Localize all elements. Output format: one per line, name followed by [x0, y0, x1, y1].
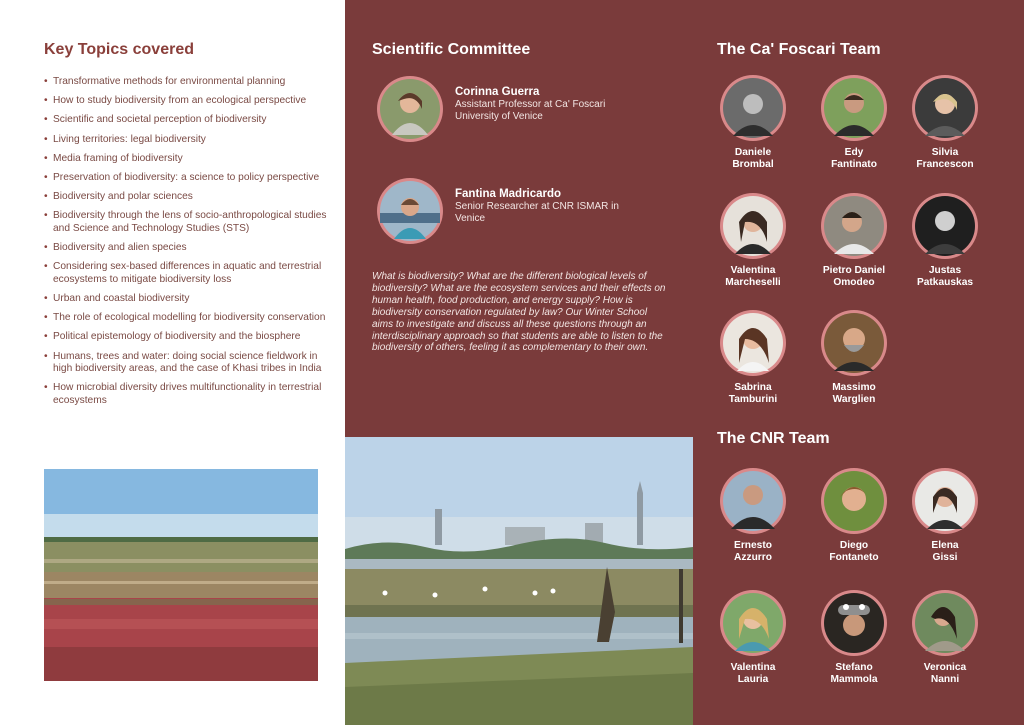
- member-name: Edy Fantinato: [831, 147, 877, 170]
- member-name: Valentina Marcheselli: [725, 265, 781, 288]
- committee-member: [376, 177, 676, 247]
- cafoscari-team-heading: The Ca' Foscari Team: [717, 41, 881, 58]
- topic-item: • How to study biodiversity from an ecological perspective: [44, 95, 329, 108]
- topic-item: • The role of ecological modelling for biodiversity conservation: [44, 312, 329, 325]
- committee-member-name: Corinna Guerra: [455, 86, 540, 98]
- key-topics-heading: Key Topics covered: [44, 41, 194, 58]
- member-name: Veronica Nanni: [923, 662, 967, 685]
- topic-item: • Political epistemology of biodiversity and the biosphere: [44, 331, 329, 344]
- avatar: [719, 309, 787, 377]
- avatar: [719, 74, 787, 142]
- avatar: [911, 192, 979, 260]
- avatar: [820, 74, 888, 142]
- avatar: [719, 192, 787, 260]
- member-name: Daniele Brombal: [732, 147, 774, 170]
- avatar: [820, 467, 888, 535]
- avatar: [820, 192, 888, 260]
- cnr-team-heading: The CNR Team: [717, 430, 830, 447]
- topic-item: • Living territories: legal biodiversity: [44, 134, 329, 147]
- topic-item: • Scientific and societal perception of biodiversity: [44, 114, 329, 127]
- member-name: Elena Gissi: [931, 540, 959, 563]
- avatar: [376, 75, 444, 143]
- member-name: Valentina Lauria: [730, 662, 776, 685]
- committee-member: [376, 75, 676, 145]
- avatar: [719, 589, 787, 657]
- member-name: Silvia Francescon: [916, 147, 974, 170]
- scientific-committee-column: [345, 0, 693, 437]
- committee-member-role: Senior Researcher at CNR ISMAR in Venice: [455, 201, 619, 225]
- avatar: [820, 589, 888, 657]
- avatar: [719, 467, 787, 535]
- committee-member-role: Assistant Professor at Ca' Foscari University of Venice: [455, 99, 606, 123]
- member-name: Justas Patkauskas: [916, 265, 974, 288]
- member-name: Diego Fontaneto: [829, 540, 879, 563]
- topic-item: • Considering sex-based differences in aquatic and terrestrial ecosystems to mitigate biodiversity loss: [44, 261, 329, 286]
- topic-item: • Humans, trees and water: doing social science fieldwork in high biodiversity areas, and the case of Khasi tribes in India: [44, 351, 329, 376]
- key-topics-list: [44, 76, 329, 414]
- topic-item: • How microbial diversity drives multifunctionality in terrestrial ecosystems: [44, 382, 329, 407]
- avatar: [376, 177, 444, 245]
- committee-member-name: Fantina Madricardo: [455, 188, 562, 200]
- committee-heading: Scientific Committee: [372, 41, 531, 58]
- avatar: [911, 467, 979, 535]
- topic-item: • Preservation of biodiversity: a science to policy perspective: [44, 172, 329, 185]
- teams-column: [693, 0, 1024, 725]
- avatar: [911, 589, 979, 657]
- intro-paragraph: What is biodiversity? What are the different biological levels of biodiversity? What are the ecosystem services and their effects on human health, food production, and energy supply? How is biodiversity conservation regulated by law? Our Winter School aims to investigate and discuss all these questions through an interdisciplinary approach so that students are able to listen to the biodiversity of others, feeling it as complementary to their own.: [372, 271, 666, 354]
- topic-item: • Biodiversity through the lens of socio-anthropological studies and Science and Technology Studies (STS): [44, 210, 329, 235]
- topic-item: • Biodiversity and polar sciences: [44, 191, 329, 204]
- member-name: Pietro Daniel Omodeo: [822, 265, 886, 288]
- avatar: [820, 309, 888, 377]
- topic-item: • Transformative methods for environmental planning: [44, 76, 329, 89]
- member-name: Massimo Warglien: [832, 382, 876, 405]
- member-name: Stefano Mammola: [830, 662, 878, 685]
- key-topics-column: [0, 0, 345, 725]
- salt-marsh-photo: [44, 469, 318, 681]
- topic-item: • Biodiversity and alien species: [44, 242, 329, 255]
- avatar: [911, 74, 979, 142]
- member-name: Sabrina Tamburini: [728, 382, 778, 405]
- venice-lagoon-photo: [345, 437, 693, 725]
- member-name: Ernesto Azzurro: [734, 540, 772, 563]
- topic-item: • Urban and coastal biodiversity: [44, 293, 329, 306]
- topic-item: • Media framing of biodiversity: [44, 153, 329, 166]
